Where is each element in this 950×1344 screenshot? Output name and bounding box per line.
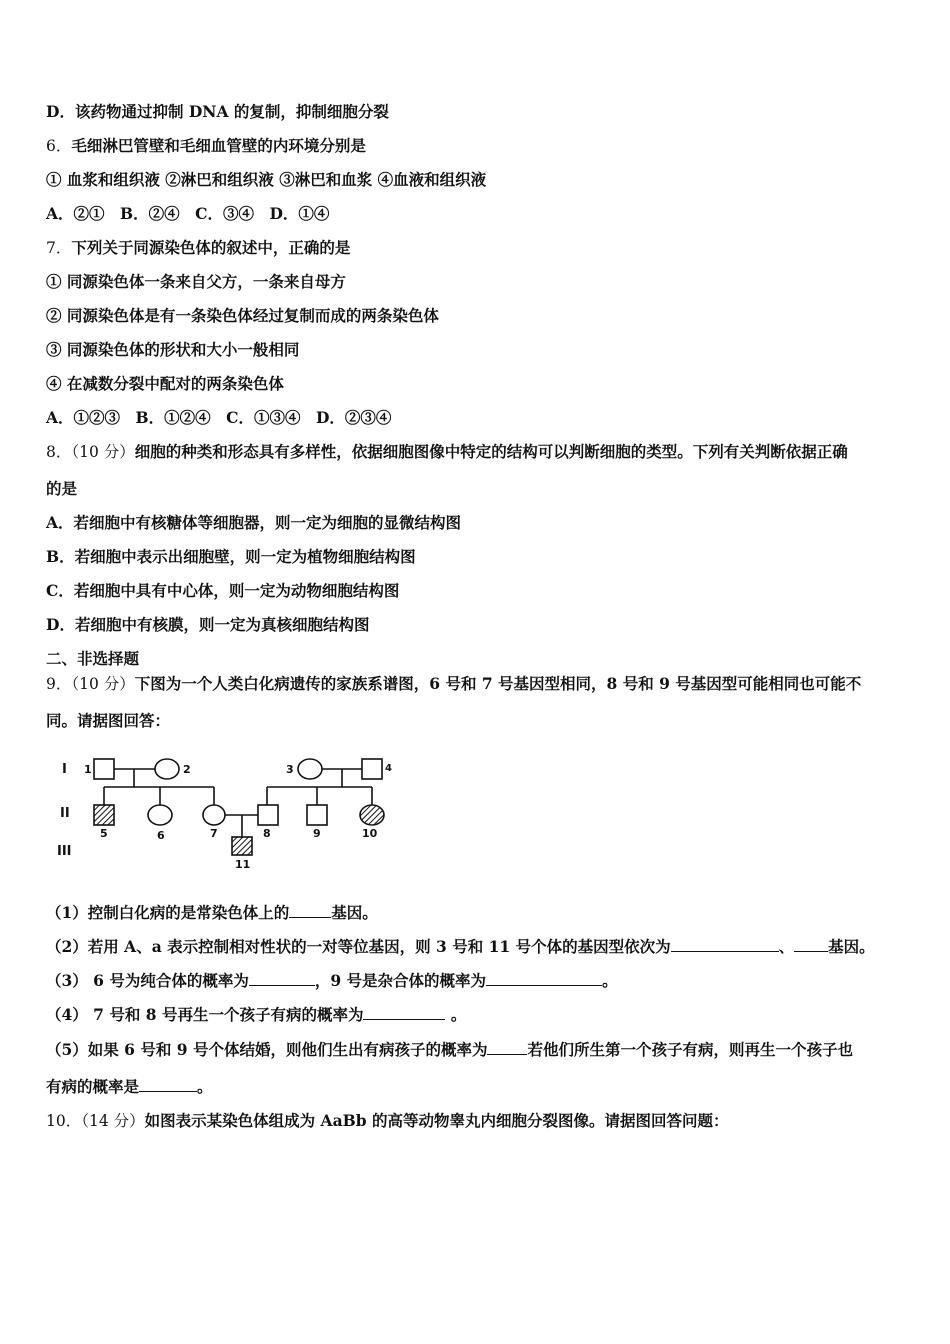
q7-stem [46, 238, 350, 258]
label-10: 10 [362, 827, 378, 840]
individual-11-affected [232, 837, 252, 855]
q9-stem-line2: 同。请据图回答： [46, 711, 171, 730]
q9-sub2-text: （2）若用 A、a 表示控制相对性状的一对等位基因，则 3 号和 11 号个体的基因型依次为 [46, 937, 671, 956]
q9-number: 9． [46, 675, 72, 693]
pedigree-diagram [52, 750, 412, 875]
answer-blank[interactable] [794, 937, 828, 952]
q7-statement-3: ③ 同源染色体的形状和大小一般相同 [46, 340, 300, 359]
q9-sub3-tail: 。 [602, 971, 618, 990]
q7-options: A．①②③ B．①②④ C．①③④ D．②③④ [46, 408, 392, 427]
label-6: 6 [157, 829, 165, 842]
individual-2 [155, 759, 179, 779]
q6-stem-text: 毛细淋巴管壁和毛细血管壁的内环境分别是 [71, 136, 366, 155]
q8-option-c: C．若细胞中具有中心体，则一定为动物细胞结构图 [46, 581, 400, 600]
q8-stem-line1 [46, 442, 848, 462]
q9-sub4-text: （4） 7 号和 8 号再生一个孩子有病的概率为 [46, 1005, 364, 1024]
q9-sub5-text: （5）如果 6 号和 9 号个体结婚，则他们生出有病孩子的概率为 [46, 1040, 488, 1059]
q6-number: 6． [46, 137, 72, 155]
q9-sub1-text: （1）控制白化病的是常染色体上的 [46, 903, 290, 922]
label-9: 9 [313, 827, 321, 840]
individual-1 [94, 759, 114, 779]
q9-sub3 [46, 971, 618, 991]
answer-blank[interactable] [249, 971, 315, 986]
generation-label-2: II [60, 806, 70, 821]
q9-sub5-tail: 。 [197, 1077, 213, 1096]
q9-sub5-text2: 有病的概率是 [46, 1077, 140, 1096]
q10-stem [46, 1111, 728, 1131]
generation-label-1: I [62, 762, 67, 777]
q7-statement-4: ④ 在减数分裂中配对的两条染色体 [46, 374, 284, 393]
q6-options: A．②① B．②④ C．③④ D．①④ [46, 204, 330, 223]
q7-stem-text: 下列关于同源染色体的叙述中，正确的是 [71, 238, 351, 257]
label-8: 8 [263, 827, 271, 840]
q8-option-b: B．若细胞中表示出细胞壁，则一定为植物细胞结构图 [46, 547, 416, 566]
individual-7 [203, 805, 225, 825]
q10-number: 10． [46, 1112, 82, 1130]
label-3: 3 [286, 763, 294, 776]
q9-sub3-mid: ，9 号是杂合体的概率为 [314, 971, 487, 990]
q9-stem-line1 [46, 674, 861, 694]
individual-3 [298, 759, 322, 779]
q9-stem-text: 下图为一个人类白化病遗传的家族系谱图，6 号和 7 号基因型相同，8 号和 9 号基因型可能相同也可能不 [134, 674, 862, 693]
answer-blank[interactable] [289, 903, 331, 918]
q9-sub2-sep: 、 [778, 937, 795, 956]
q8-stem-text: 细胞的种类和形态具有多样性，依据细胞图像中特定的结构可以判断细胞的类型。下列有关判断依据正确 [134, 442, 848, 461]
label-11: 11 [235, 858, 251, 871]
individual-5-affected [94, 805, 114, 825]
label-1: 1 [84, 763, 92, 776]
q8-stem-line2: 的是 [46, 479, 78, 498]
individual-6 [148, 805, 172, 825]
label-5: 5 [100, 827, 108, 840]
answer-blank[interactable] [486, 971, 602, 986]
individual-8 [258, 805, 278, 825]
answer-blank[interactable] [139, 1077, 197, 1092]
individual-10-affected [360, 805, 384, 825]
q9-sub2 [46, 937, 875, 957]
q8-option-d: D．若细胞中有核膜，则一定为真核细胞结构图 [46, 615, 370, 634]
q9-sub5-line2 [46, 1077, 213, 1097]
q8-number: 8． [46, 443, 72, 461]
q9-sub5-line1 [46, 1040, 853, 1060]
generation-label-3: III [57, 844, 72, 859]
individual-4 [362, 759, 382, 779]
q9-sub1-tail: 基因。 [331, 903, 378, 922]
q10-score: （14 分） [81, 1112, 145, 1130]
q9-sub4-tail: 。 [445, 1005, 467, 1024]
answer-blank[interactable] [671, 937, 779, 952]
q9-sub5-mid: 若他们所生第一个孩子有病，则再生一个孩子也 [527, 1040, 853, 1059]
q8-score: （10 分） [71, 443, 135, 461]
q7-number: 7． [46, 239, 72, 257]
q8-option-a: A．若细胞中有核糖体等细胞器，则一定为细胞的显微结构图 [46, 513, 462, 532]
q9-score: （10 分） [71, 675, 135, 693]
answer-blank[interactable] [363, 1005, 445, 1020]
individual-9 [307, 805, 327, 825]
q9-sub3-text: （3） 6 号为纯合体的概率为 [46, 971, 249, 990]
q9-sub4 [46, 1005, 466, 1025]
q6-statements: ① 血浆和组织液 ②淋巴和组织液 ③淋巴和血浆 ④血液和组织液 [46, 170, 487, 189]
q10-stem-text: 如图表示某染色体组成为 AaBb 的高等动物睾丸内细胞分裂图像。请据图回答问题： [144, 1111, 729, 1130]
q6-stem [46, 136, 366, 156]
q7-statement-2: ② 同源染色体是有一条染色体经过复制而成的两条染色体 [46, 306, 439, 325]
q7-statement-1: ① 同源染色体一条来自父方，一条来自母方 [46, 272, 346, 291]
q9-sub1 [46, 903, 378, 923]
label-7: 7 [210, 827, 218, 840]
q9-sub2-tail: 基因。 [828, 937, 875, 956]
section-heading: 二、非选择题 [46, 649, 140, 668]
answer-blank[interactable] [487, 1040, 527, 1055]
label-4: 4 [385, 763, 392, 774]
label-2: 2 [183, 763, 191, 776]
q5-option-d: D．该药物通过抑制 DNA 的复制，抑制细胞分裂 [46, 102, 389, 121]
